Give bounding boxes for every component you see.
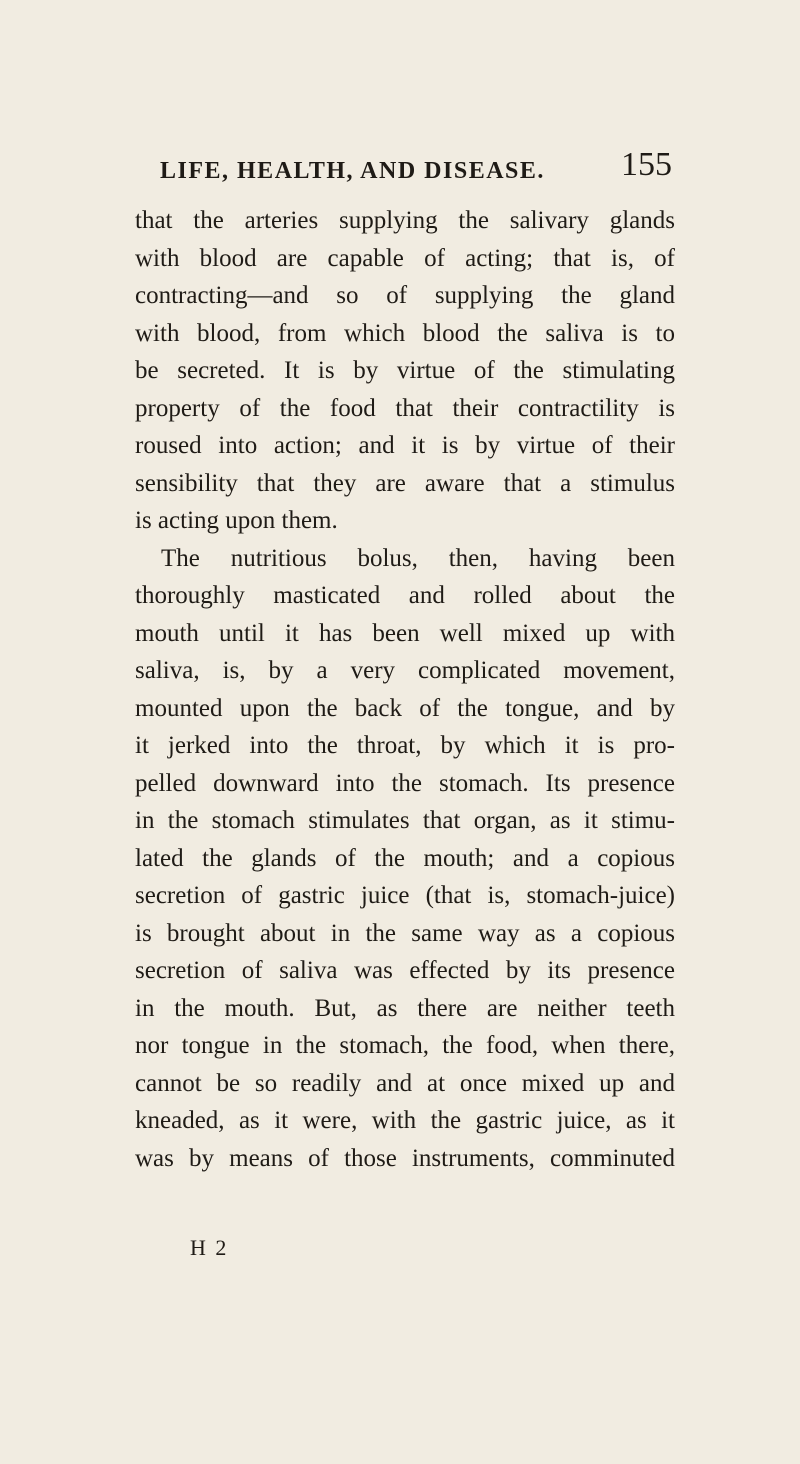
text-line: it jerked into the throat, by which it is pro- bbox=[135, 732, 675, 759]
body-text bbox=[135, 202, 675, 1177]
text-line: in the mouth. But, as there are neither teeth bbox=[135, 994, 675, 1022]
text-line: saliva, is, by a very complicated movement, bbox=[135, 657, 675, 684]
page-number: 155 bbox=[621, 146, 672, 183]
text-line: be secreted. It is by virtue of the stimulating bbox=[135, 357, 675, 384]
text-line: thoroughly masticated and rolled about the bbox=[135, 582, 675, 609]
text-line: The nutritious bolus, then, having been bbox=[161, 544, 675, 572]
text-line: was by means of those instruments, comminuted bbox=[135, 1144, 675, 1172]
text-line: lated the glands of the mouth; and a copious bbox=[135, 844, 675, 872]
text-line: in the stomach stimulates that organ, as it stimu- bbox=[135, 807, 675, 834]
text-line: sensibility that they are aware that a stimulus bbox=[135, 469, 675, 497]
text-line: property of the food that their contractility is bbox=[135, 394, 675, 422]
text-line: secretion of saliva was effected by its presence bbox=[135, 957, 675, 984]
text-line: with blood are capable of acting; that is, of bbox=[135, 244, 675, 272]
text-line: secretion of gastric juice (that is, stomach-juice) bbox=[135, 882, 675, 909]
text-line: cannot be so readily and at once mixed up and bbox=[135, 1069, 675, 1097]
text-line: is brought about in the same way as a copious bbox=[135, 919, 675, 947]
text-line: pelled downward into the stomach. Its presence bbox=[135, 769, 675, 797]
text-line: roused into action; and it is by virtue of their bbox=[135, 432, 675, 459]
text-line: mouth until it has been well mixed up with bbox=[135, 619, 675, 647]
text-line: that the arteries supplying the salivary glands bbox=[135, 207, 675, 234]
running-head bbox=[160, 146, 672, 188]
running-title: LIFE, HEALTH, AND DISEASE. bbox=[160, 158, 545, 184]
text-line: mounted upon the back of the tongue, and by bbox=[135, 694, 675, 722]
text-line: is acting upon them. bbox=[135, 507, 338, 534]
text-line: kneaded, as it were, with the gastric juice, as it bbox=[135, 1107, 675, 1134]
text-line: with blood, from which blood the saliva is to bbox=[135, 319, 675, 347]
signature-mark: H 2 bbox=[190, 1235, 229, 1260]
text-line: contracting—and so of supplying the gland bbox=[135, 282, 675, 309]
text-line: nor tongue in the stomach, the food, when there, bbox=[135, 1032, 675, 1059]
